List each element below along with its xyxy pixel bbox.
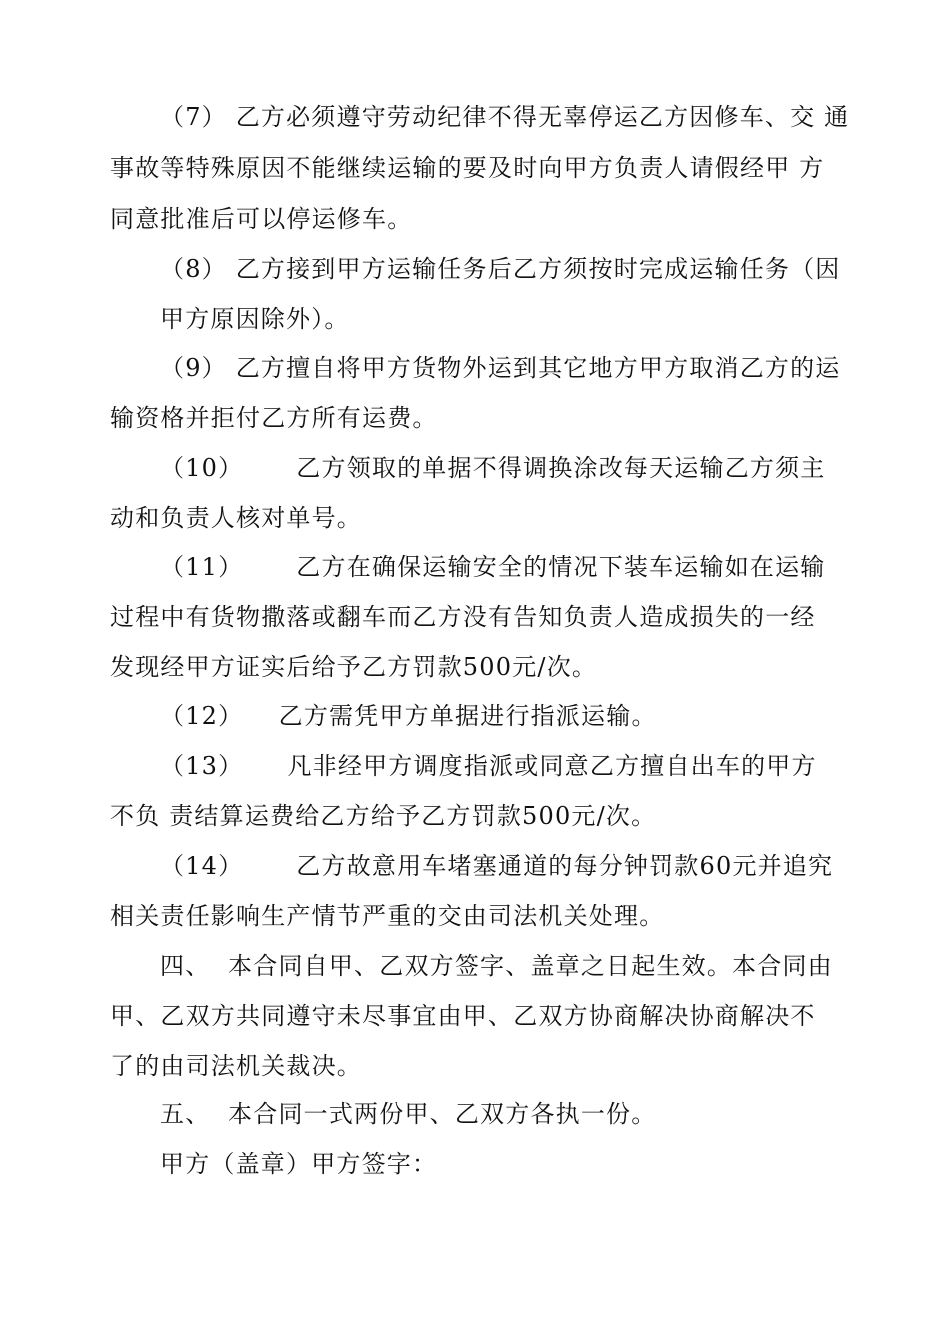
clause-7-line-1: （7） 乙方必须遵守劳动纪律不得无辜停运乙方因修车、交 通 [160, 103, 850, 131]
section-5-line-1: 五、 本合同一式两份甲、乙双方各执一份。 [160, 1100, 657, 1128]
clause-13-line-2: 不负 责结算运费给乙方给予乙方罚款500元/次。 [110, 802, 657, 830]
clause-8-line-2: 甲方原因除外）。 [160, 305, 350, 333]
clause-10-line-2: 动和负责人核对单号。 [110, 504, 362, 532]
clause-11-line-1: （11） 乙方在确保运输安全的情况下装车运输如在运输 [160, 553, 826, 581]
clause-14-line-2: 相关责任影响生产情节严重的交由司法机关处理。 [110, 902, 665, 930]
clause-9-line-1: （9） 乙方擅自将甲方货物外运到其它地方甲方取消乙方的运 [160, 354, 841, 382]
section-4-line-1: 四、 本合同自甲、乙双方签字、盖章之日起生效。本合同由 [160, 952, 833, 980]
clause-9-line-2: 输资格并拒付乙方所有运费。 [110, 404, 438, 432]
clause-10-line-1: （10） 乙方领取的单据不得调换涂改每天运输乙方须主 [160, 454, 826, 482]
clause-12-line-1: （12） 乙方需凭甲方单据进行指派运输。 [160, 702, 657, 730]
clause-14-line-1: （14） 乙方故意用车堵塞通道的每分钟罚款60元并追究 [160, 852, 834, 880]
signature-line: 甲方（盖章）甲方签字： [160, 1150, 438, 1178]
section-4-line-2: 甲、乙双方共同遵守未尽事宜由甲、乙双方协商解决协商解决不 [110, 1002, 816, 1030]
clause-8-line-1: （8） 乙方接到甲方运输任务后乙方须按时完成运输任务（因 [160, 255, 841, 283]
clause-7-line-2: 事故等特殊原因不能继续运输的要及时向甲方负责人请假经甲 方 [110, 154, 825, 182]
clause-11-line-3: 发现经甲方证实后给予乙方罚款500元/次。 [110, 653, 598, 681]
clause-7-line-3: 同意批准后可以停运修车。 [110, 205, 413, 233]
section-4-line-3: 了的由司法机关裁决。 [110, 1052, 362, 1080]
clause-11-line-2: 过程中有货物撒落或翻车而乙方没有告知负责人造成损失的一经 [110, 603, 816, 631]
clause-13-line-1: （13） 凡非经甲方调度指派或同意乙方擅自出车的甲方 [160, 752, 817, 780]
